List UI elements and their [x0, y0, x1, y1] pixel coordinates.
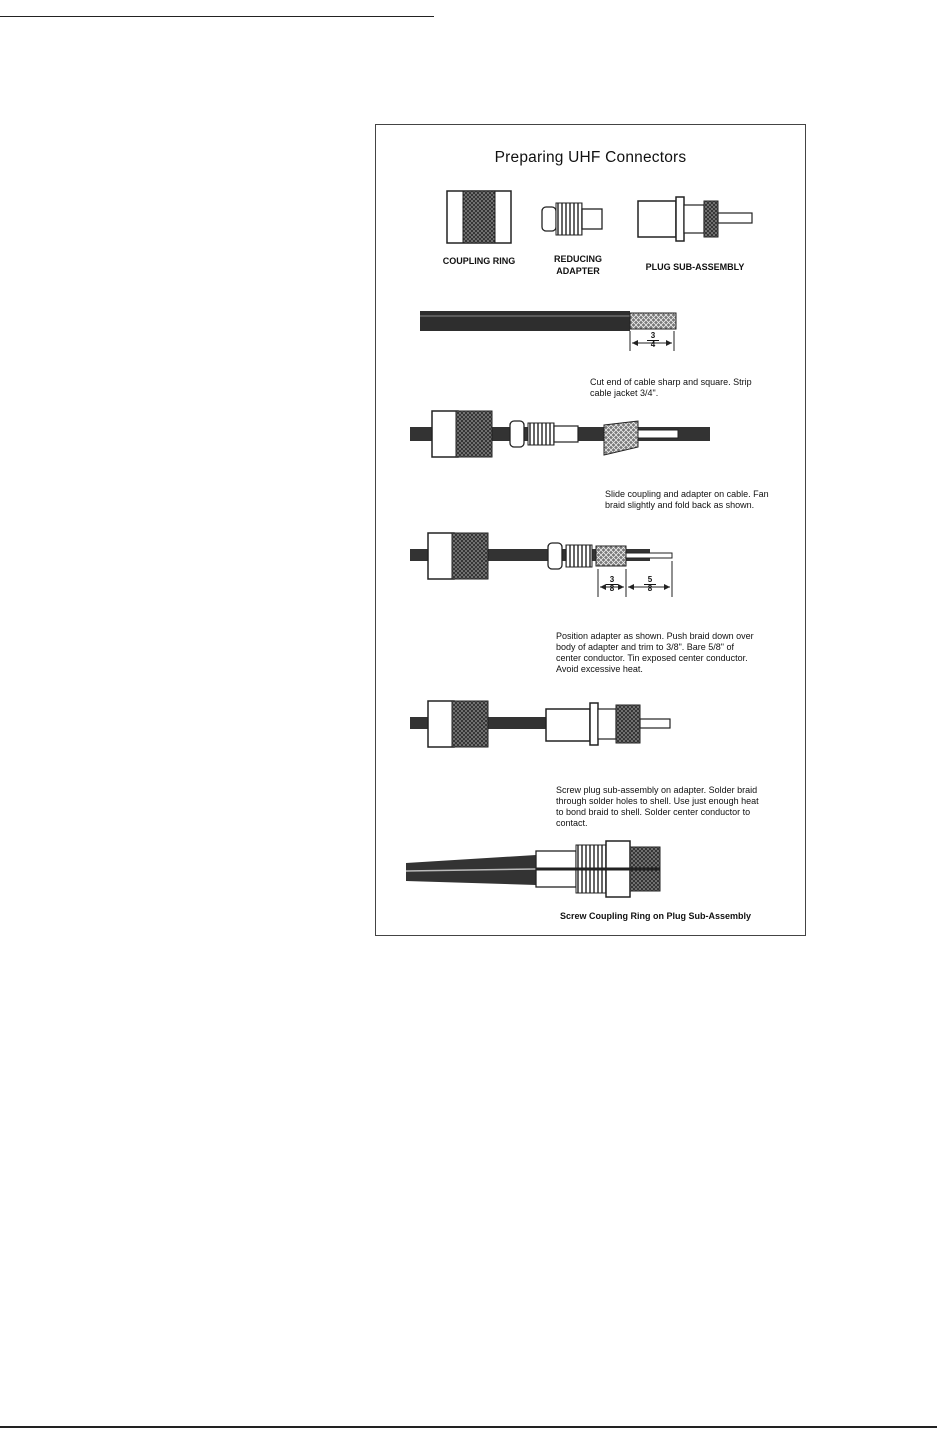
part-label-coupling-ring: COUPLING RING — [442, 256, 516, 266]
assembled-cross-section — [406, 841, 660, 897]
dimension-conductor-length: $\frac{5}{8}$ — [644, 576, 656, 593]
step-3-instructions: Position adapter as shown. Push braid down over body of adapter and trim to 3/8". Bare 5/8" of center conductor. Tin exposed center conductor. Avoid excessive heat. — [556, 631, 754, 674]
step-1-instructions: Cut end of cable sharp and square. Strip cable jacket 3/4". — [590, 377, 752, 398]
stripped-cable-drawing — [420, 311, 676, 351]
braid-trimmed-drawing — [410, 533, 672, 597]
header-rule — [0, 16, 434, 17]
coupling-ring-part — [447, 191, 511, 243]
dimension-strip-length: $\frac{3}{4}$ — [647, 332, 659, 349]
plug-sub-assembly-part — [638, 197, 752, 241]
uhf-connector-figure — [375, 124, 806, 936]
dimension-braid-length: $\frac{3}{8}$ — [606, 576, 618, 593]
plug-screwed-drawing — [410, 701, 670, 747]
figure-caption: Screw Coupling Ring on Plug Sub-Assembly — [559, 911, 751, 921]
part-label-plug-sub-assembly: PLUG SUB-ASSEMBLY — [645, 262, 745, 272]
part-label-reducing-adapter: REDUCING ADAPTER — [553, 254, 602, 276]
figure-title: Preparing UHF Connectors — [494, 149, 687, 166]
reducing-adapter-part — [542, 203, 602, 235]
step-4-instructions: Screw plug sub-assembly on adapter. Solder braid through solder holes to shell. Use just enough heat to bond braid to shell. Solder center conductor to contact. — [556, 785, 759, 828]
step-2-instructions: Slide coupling and adapter on cable. Fan braid slightly and fold back as shown. — [605, 489, 769, 510]
fanned-braid-drawing — [410, 411, 710, 457]
footer-rule — [0, 1426, 937, 1428]
